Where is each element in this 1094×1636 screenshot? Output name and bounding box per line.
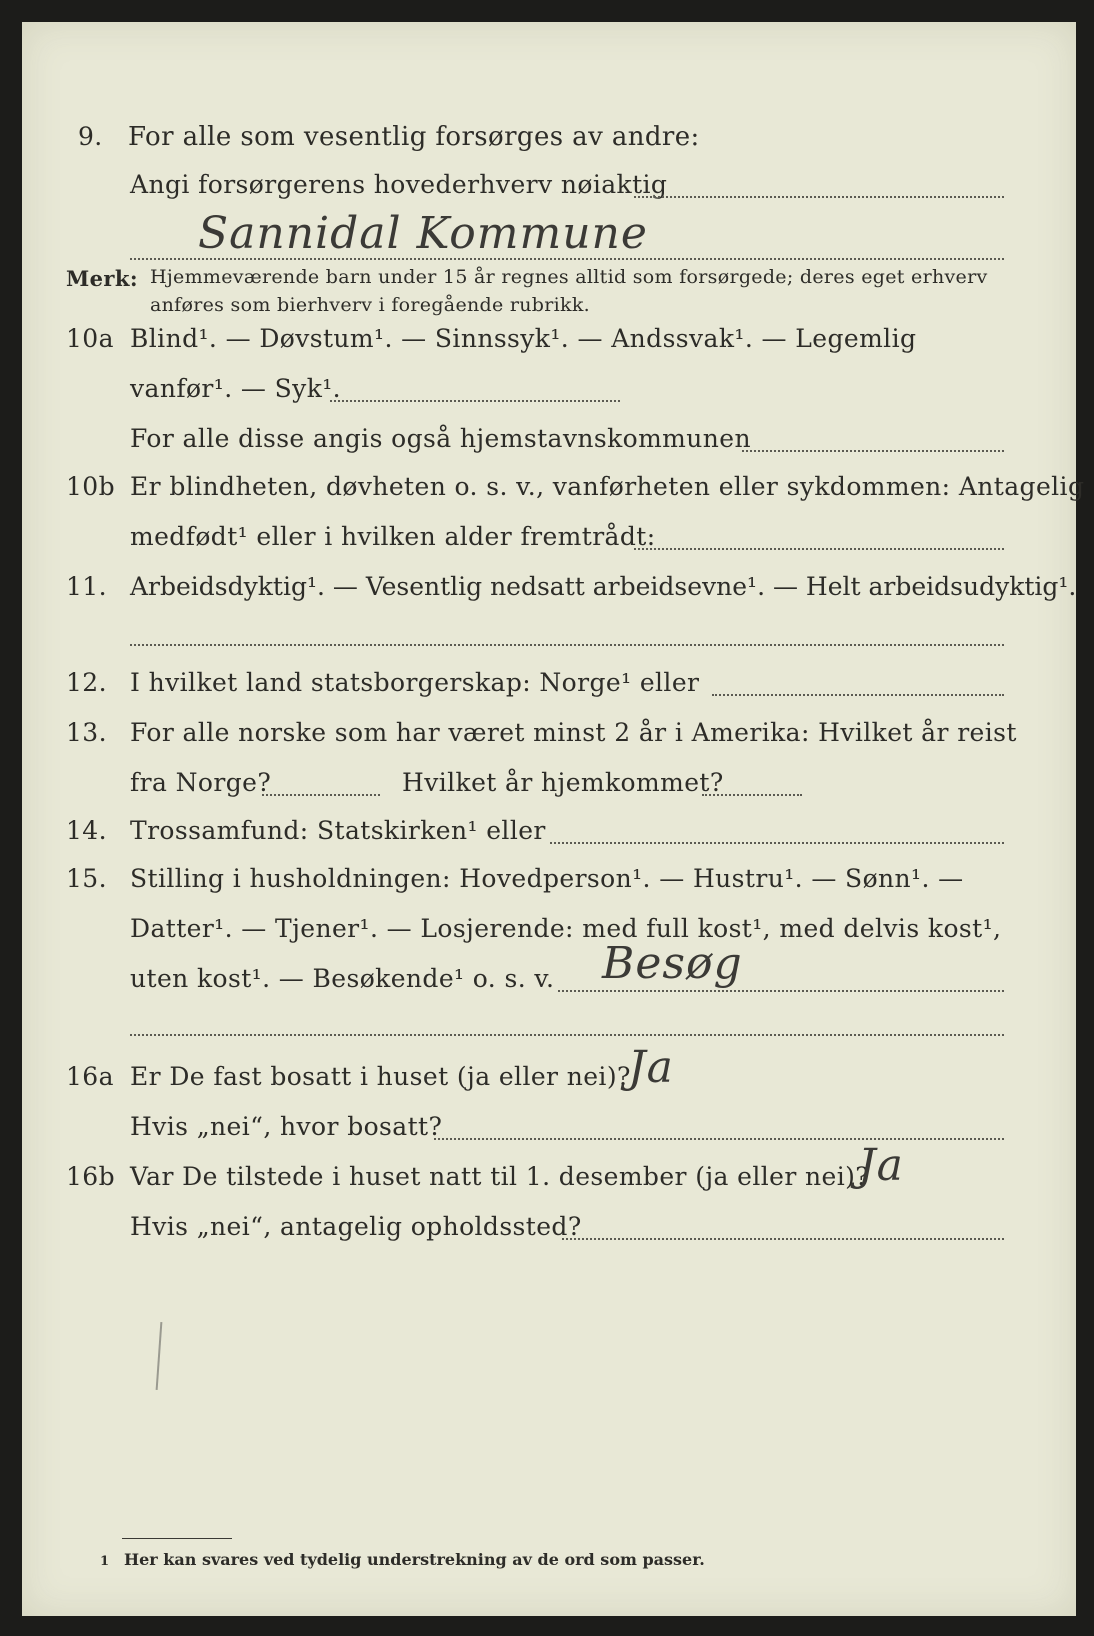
merk-text-1: Hjemmeværende barn under 15 år regnes alltid som forsørgede; deres eget erhverv	[150, 266, 988, 288]
q10b-line1	[22, 472, 1085, 512]
q10a-text-2: vanfør¹. — Syk¹.	[130, 374, 342, 403]
footnote-rule	[122, 1538, 232, 1539]
q10b-text-2: medfødt¹ eller i hvilken alder fremtrådt:	[130, 522, 656, 551]
q13-text-2b: Hvilket år hjemkommet?	[402, 768, 724, 797]
q16b-handwritten-answer: Ja	[858, 1140, 904, 1191]
q10a-text-3: For alle disse angis også hjemstavnskommunen	[130, 424, 751, 453]
merk-text-2: anføres som bierhverv i foregående rubrikk.	[150, 294, 590, 316]
q10b-number: 10b	[66, 472, 116, 501]
q14-answer-line[interactable]	[550, 842, 1004, 844]
q13-text-2a: fra Norge?	[130, 768, 272, 797]
q13-line2	[22, 768, 1076, 808]
q16a-text-2: Hvis „nei“, hvor bosatt?	[130, 1112, 443, 1141]
q11-text: Arbeidsdyktig¹. — Vesentlig nedsatt arbeidsevne¹. — Helt arbeidsudyktig¹.	[130, 572, 1077, 601]
q15-answer-line[interactable]	[558, 990, 1004, 992]
q10a-number: 10a	[66, 324, 114, 353]
q9-line1	[22, 122, 1076, 162]
q15-text: Stilling i husholdningen: Hovedperson¹. — Hustru¹. — Sønn¹. —	[130, 864, 964, 893]
q10b-answer-line[interactable]	[634, 548, 1004, 550]
q10b-text: Er blindheten, døvheten o. s. v., vanførheten eller sykdommen: Antagelig	[130, 472, 1085, 501]
q15-line3	[22, 964, 1076, 1004]
q16a-handwritten-answer: Ja	[628, 1042, 674, 1093]
q10a-hometown-line[interactable]	[742, 450, 1004, 452]
q16a-line2	[22, 1112, 1076, 1152]
q15-text-2: Datter¹. — Tjener¹. — Losjerende: med full kost¹, med delvis kost¹,	[130, 914, 1002, 943]
q13-text: For alle norske som har været minst 2 år i Amerika: Hvilket år reist	[130, 718, 1017, 747]
q12-number: 12.	[66, 668, 107, 697]
q9-number: 9.	[78, 122, 103, 151]
q16a-text: Er De fast bosatt i huset (ja eller nei)?	[130, 1062, 631, 1091]
q16b-line2	[22, 1212, 1076, 1252]
q13-departure-line[interactable]	[262, 794, 380, 796]
q15-line2	[22, 914, 1076, 954]
merk-line1	[22, 266, 1076, 296]
q16b-text: Var De tilstede i huset natt til 1. desember (ja eller nei)?	[130, 1162, 870, 1191]
q11-answer-line[interactable]	[130, 644, 1004, 646]
q16a-answer-line[interactable]	[434, 1138, 1004, 1140]
q9-prompt: Angi forsørgerens hovederhverv nøiaktig	[130, 170, 668, 199]
footnote-mark: 1	[100, 1554, 110, 1569]
footnote-text: Her kan svares ved tydelig understrekning av de ord som passer.	[124, 1550, 705, 1569]
q11-line1	[22, 572, 1076, 612]
q9-handwritten-answer: Sannidal Kommune	[198, 208, 648, 259]
q10a-answer-line[interactable]	[330, 400, 620, 402]
q15-handwritten-answer: Besøg	[602, 938, 743, 989]
q16b-answer-line[interactable]	[562, 1238, 1004, 1240]
q9-text: For alle som vesentlig forsørges av andre:	[128, 122, 700, 152]
q12-answer-line[interactable]	[712, 694, 1004, 696]
q12-line1	[22, 668, 1076, 708]
q16a-number: 16a	[66, 1062, 114, 1091]
q14-number: 14.	[66, 816, 107, 845]
q15-number: 15.	[66, 864, 107, 893]
merk-line2	[22, 294, 1076, 324]
q13-return-line[interactable]	[702, 794, 802, 796]
q16b-number: 16b	[66, 1162, 116, 1191]
q14-text: Trossamfund: Statskirken¹ eller	[130, 816, 546, 845]
q9-line2	[22, 170, 1076, 210]
q14-line1	[22, 816, 1076, 856]
pencil-mark	[156, 1322, 163, 1390]
q16b-line1	[22, 1162, 1076, 1202]
q10a-text: Blind¹. — Døvstum¹. — Sinnssyk¹. — Andssvak¹. — Legemlig	[130, 324, 917, 353]
q15-line1	[22, 864, 1076, 904]
q13-line1	[22, 718, 1076, 758]
q11-number: 11.	[66, 572, 107, 601]
q15-text-3: uten kost¹. — Besøkende¹ o. s. v.	[130, 964, 555, 993]
q10a-line3	[22, 424, 1076, 464]
q13-number: 13.	[66, 718, 107, 747]
q9-answer-line[interactable]	[634, 196, 1004, 198]
q10a-line2	[22, 374, 1076, 414]
q10a-line1	[22, 324, 1076, 364]
q12-text: I hvilket land statsborgerskap: Norge¹ eller	[130, 668, 700, 697]
merk-label: Merk:	[66, 266, 138, 291]
q10b-line2	[22, 522, 1076, 562]
q16a-line1	[22, 1062, 1076, 1102]
q15-answer-line-2	[130, 1034, 1004, 1036]
census-form-page	[22, 22, 1085, 1616]
q16b-text-2: Hvis „nei“, antagelig opholdssted?	[130, 1212, 582, 1241]
q9-answer-line-2	[130, 258, 1004, 260]
